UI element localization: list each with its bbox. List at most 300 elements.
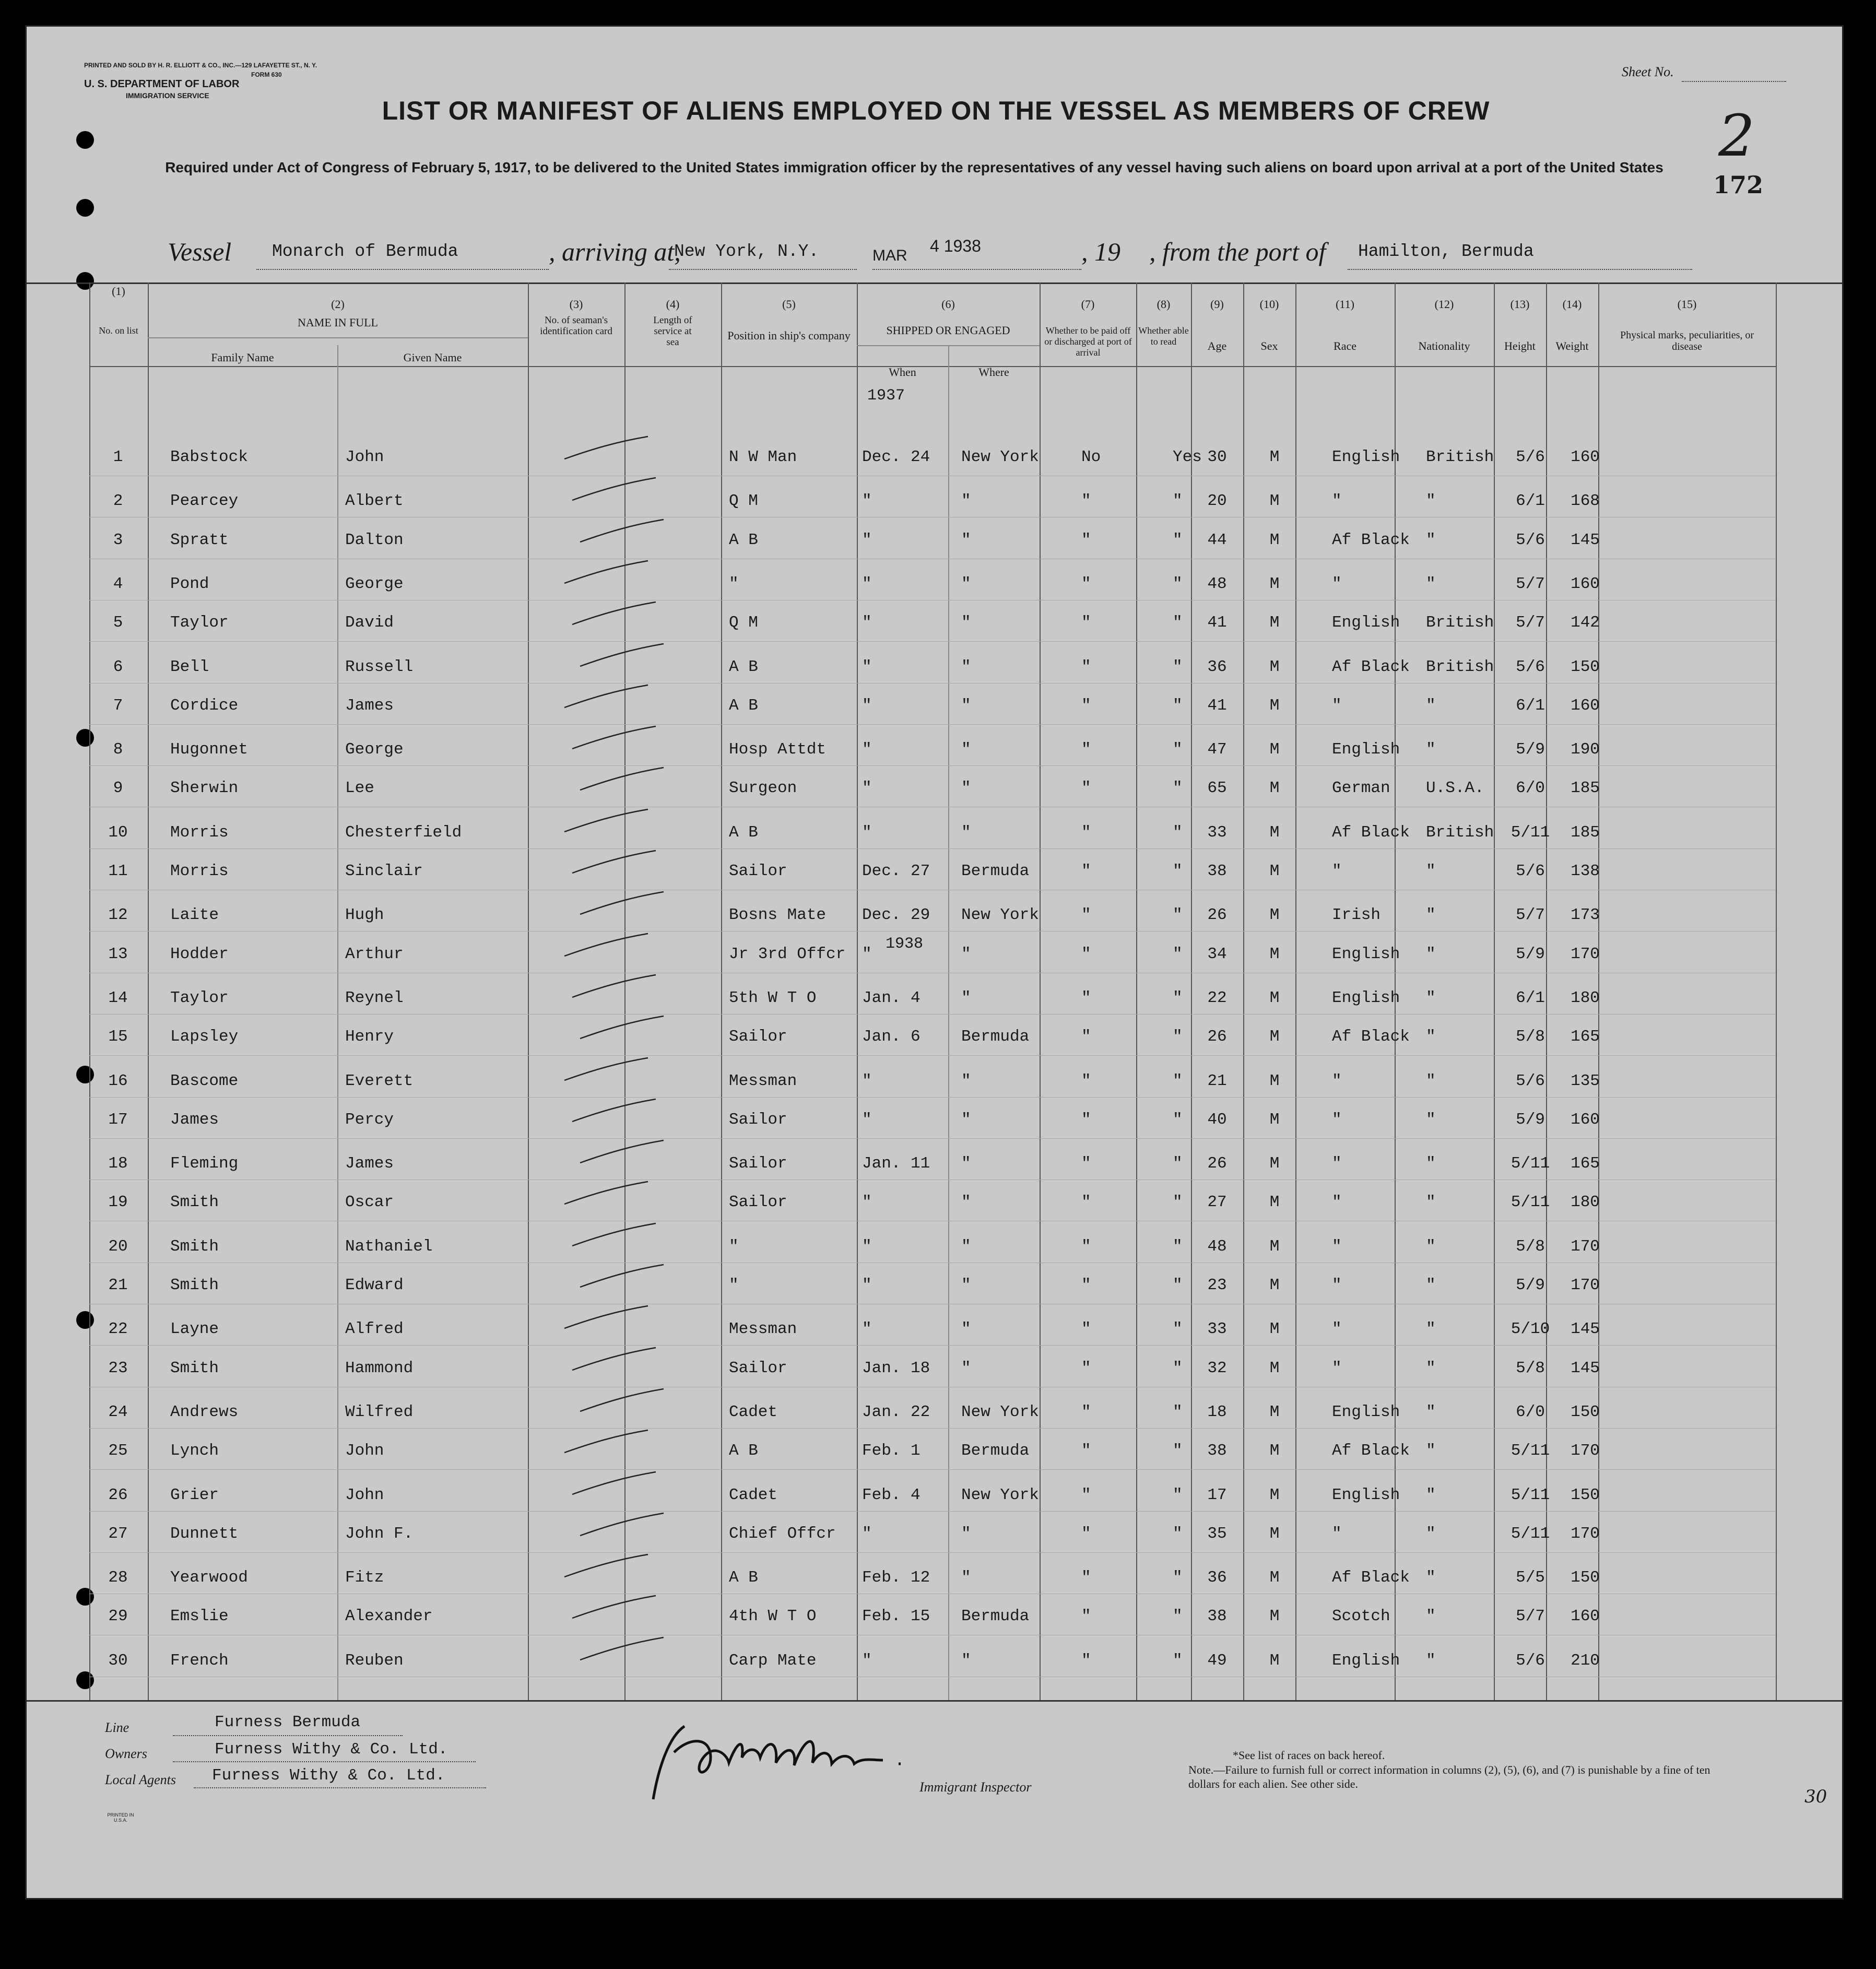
id-card-check-mark xyxy=(575,889,669,921)
given-name: Albert xyxy=(345,492,404,511)
age: 21 xyxy=(1207,1071,1227,1090)
position: Jr 3rd Offcr xyxy=(729,945,846,963)
height: 5/7 xyxy=(1516,1607,1545,1626)
family-name: Andrews xyxy=(170,1402,239,1421)
shipped-when: " xyxy=(862,1276,872,1294)
shipped-when: Feb. 1 xyxy=(862,1442,921,1460)
printed-mark: PRINTED IN U.S.A. xyxy=(107,1812,134,1823)
col-8-num: (8) xyxy=(1157,298,1171,311)
shipped-where: New York xyxy=(961,1485,1039,1504)
race: Scotch xyxy=(1332,1607,1390,1626)
position: " xyxy=(729,1237,739,1256)
col-11-num: (11) xyxy=(1336,298,1354,311)
punch-hole xyxy=(76,729,94,747)
race: English xyxy=(1332,1402,1400,1421)
given-name: Wilfred xyxy=(345,1402,414,1421)
shipped-when: Dec. 29 xyxy=(862,906,930,925)
agents-label: Local Agents xyxy=(105,1772,176,1787)
shipped-when: " xyxy=(862,779,872,798)
col-15-header: Physical marks, peculiarities, or disease xyxy=(1620,329,1754,352)
shipped-when: " xyxy=(862,1110,872,1129)
position: Cadet xyxy=(729,1485,778,1504)
paid-off: " xyxy=(1081,1607,1091,1626)
position: Sailor xyxy=(729,1028,787,1046)
able-to-read: " xyxy=(1173,945,1183,963)
family-name: Cordice xyxy=(170,696,239,715)
nationality: " xyxy=(1426,1110,1436,1129)
race: Af Black xyxy=(1332,657,1410,676)
id-card-check-mark xyxy=(559,807,653,838)
owners-label: Owners xyxy=(105,1746,147,1761)
able-to-read: " xyxy=(1173,988,1183,1007)
able-to-read: " xyxy=(1173,862,1183,880)
race: " xyxy=(1332,696,1342,715)
given-name: Nathaniel xyxy=(345,1237,433,1256)
sex: M xyxy=(1269,657,1280,676)
col-6-where-header: Where xyxy=(978,365,1009,379)
row-number: 25 xyxy=(108,1442,128,1460)
paid-off: No xyxy=(1081,448,1101,466)
age: 65 xyxy=(1207,779,1227,798)
given-name: Henry xyxy=(345,1028,394,1046)
row-number: 16 xyxy=(108,1071,128,1090)
family-name: Morris xyxy=(170,862,229,880)
family-name: Lapsley xyxy=(170,1028,239,1046)
col-7-num: (7) xyxy=(1081,298,1095,311)
shipped-when: Jan. 11 xyxy=(862,1154,930,1173)
shipped-where: Bermuda xyxy=(961,862,1030,880)
weight: 185 xyxy=(1571,779,1600,798)
id-card-check-mark xyxy=(567,1345,661,1376)
family-name: Smith xyxy=(170,1237,219,1256)
age: 36 xyxy=(1207,1569,1227,1587)
date-stamp-month: MAR xyxy=(872,247,907,264)
punch-hole xyxy=(76,1588,94,1606)
given-name: George xyxy=(345,574,404,593)
able-to-read: " xyxy=(1173,1110,1183,1129)
nationality: " xyxy=(1426,1569,1436,1587)
position: Carp Mate xyxy=(729,1651,817,1670)
weight: 145 xyxy=(1571,530,1600,549)
able-to-read: " xyxy=(1173,657,1183,676)
service-label: IMMIGRATION SERVICE xyxy=(126,91,209,100)
given-name: Everett xyxy=(345,1071,414,1090)
nationality: " xyxy=(1426,1028,1436,1046)
weight: 180 xyxy=(1571,988,1600,1007)
paid-off: " xyxy=(1081,1110,1091,1129)
page-title: LIST OR MANIFEST OF ALIENS EMPLOYED ON THE VESSEL AS MEMBERS OF CREW xyxy=(382,96,1490,125)
shipped-where: " xyxy=(961,574,971,593)
paid-off: " xyxy=(1081,740,1091,759)
able-to-read: " xyxy=(1173,1071,1183,1090)
shipped-where: " xyxy=(961,1110,971,1129)
family-name: Layne xyxy=(170,1320,219,1339)
id-card-check-mark xyxy=(567,972,661,1004)
paid-off: " xyxy=(1081,1276,1091,1294)
age: 33 xyxy=(1207,823,1227,842)
race: " xyxy=(1332,574,1342,593)
sex: M xyxy=(1269,945,1280,963)
sex: M xyxy=(1269,1485,1280,1504)
age: 48 xyxy=(1207,574,1227,593)
race: " xyxy=(1332,1110,1342,1129)
race: Af Black xyxy=(1332,1442,1410,1460)
nationality: " xyxy=(1426,696,1436,715)
weight: 173 xyxy=(1571,906,1600,925)
punch-hole xyxy=(76,199,94,217)
age: 41 xyxy=(1207,614,1227,632)
row-number: 10 xyxy=(108,823,128,842)
age: 18 xyxy=(1207,1402,1227,1421)
shipped-when: " xyxy=(862,1237,872,1256)
height: 5/11 xyxy=(1511,1154,1550,1173)
id-card-check-mark xyxy=(567,1096,661,1128)
given-name: Reynel xyxy=(345,988,404,1007)
col-13-num: (13) xyxy=(1510,298,1530,311)
form-number: FORM 630 xyxy=(251,71,282,78)
line-label: Line xyxy=(105,1720,129,1735)
position: Messman xyxy=(729,1071,797,1090)
shipped-where: New York xyxy=(961,448,1039,466)
shipped-where: " xyxy=(961,1276,971,1294)
family-name: Bascome xyxy=(170,1071,239,1090)
height: 5/11 xyxy=(1511,1193,1550,1212)
owners-value: Furness Withy & Co. Ltd. xyxy=(215,1740,448,1759)
family-name: Pond xyxy=(170,574,209,593)
col-2-header: NAME IN FULL xyxy=(298,316,378,329)
weight: 160 xyxy=(1571,448,1600,466)
count-mark: 30 xyxy=(1804,1786,1827,1807)
family-name: Bell xyxy=(170,657,209,676)
family-name: Taylor xyxy=(170,988,229,1007)
col-14-num: (14) xyxy=(1562,298,1582,311)
shipped-where: " xyxy=(961,1359,971,1377)
paid-off: " xyxy=(1081,1154,1091,1173)
id-card-check-mark xyxy=(559,1055,653,1087)
shipped-where: " xyxy=(961,696,971,715)
weight: 165 xyxy=(1571,1028,1600,1046)
col-3-header: No. of seaman's identification card xyxy=(540,315,612,337)
able-to-read: " xyxy=(1173,1524,1183,1543)
given-name: Alfred xyxy=(345,1320,404,1339)
able-to-read: " xyxy=(1173,1607,1183,1626)
punch-hole xyxy=(76,1311,94,1329)
nationality: " xyxy=(1426,945,1436,963)
height: 5/6 xyxy=(1516,1071,1545,1090)
agents-value: Furness Withy & Co. Ltd. xyxy=(212,1766,445,1785)
shipped-where: " xyxy=(961,779,971,798)
position: " xyxy=(729,574,739,593)
family-name: French xyxy=(170,1651,229,1670)
shipped-when: " xyxy=(862,1320,872,1339)
nationality: " xyxy=(1426,1276,1436,1294)
age: 26 xyxy=(1207,1028,1227,1046)
height: 5/8 xyxy=(1516,1359,1545,1377)
race: Af Black xyxy=(1332,1028,1410,1046)
col-11-header: Race xyxy=(1334,339,1356,352)
shipped-when: " xyxy=(862,1193,872,1212)
sex: M xyxy=(1269,574,1280,593)
nationality: " xyxy=(1426,1442,1436,1460)
col-14-header: Weight xyxy=(1555,339,1589,352)
col-4-num: (4) xyxy=(666,298,680,311)
department-label: U. S. DEPARTMENT OF LABOR xyxy=(84,78,240,90)
paid-off: " xyxy=(1081,1237,1091,1256)
row-number: 21 xyxy=(108,1276,128,1294)
position: Sailor xyxy=(729,1110,787,1129)
id-card-check-mark xyxy=(575,1635,669,1666)
col-6-when-header: When xyxy=(889,365,916,379)
position: A B xyxy=(729,1442,758,1460)
punch-hole xyxy=(76,1671,94,1689)
given-name: George xyxy=(345,740,404,759)
id-card-check-mark xyxy=(575,517,669,548)
race: " xyxy=(1332,1237,1342,1256)
punch-hole xyxy=(76,131,94,149)
col-8-header: Whether able to read xyxy=(1138,325,1189,347)
sex: M xyxy=(1269,1154,1280,1173)
race: English xyxy=(1332,1651,1400,1670)
printer-imprint: PRINTED AND SOLD BY H. R. ELLIOTT & CO., INC.—129 LAFAYETTE ST., N. Y. xyxy=(84,62,317,69)
shipped-when: Jan. 22 xyxy=(862,1402,930,1421)
row-number: 4 xyxy=(113,574,123,593)
sex: M xyxy=(1269,696,1280,715)
able-to-read: " xyxy=(1173,740,1183,759)
weight: 170 xyxy=(1571,1442,1600,1460)
given-name: Fitz xyxy=(345,1569,384,1587)
weight: 145 xyxy=(1571,1359,1600,1377)
able-to-read: " xyxy=(1173,614,1183,632)
height: 5/6 xyxy=(1516,530,1545,549)
age: 36 xyxy=(1207,657,1227,676)
id-card-check-mark xyxy=(559,1428,653,1459)
race: " xyxy=(1332,1524,1342,1543)
age: 22 xyxy=(1207,988,1227,1007)
row-number: 11 xyxy=(108,862,128,880)
id-card-check-mark xyxy=(567,1593,661,1624)
sex: M xyxy=(1269,1320,1280,1339)
nationality: " xyxy=(1426,1359,1436,1377)
height: 6/1 xyxy=(1516,492,1545,511)
id-card-check-mark xyxy=(575,641,669,673)
nationality: British xyxy=(1426,614,1494,632)
nationality: " xyxy=(1426,1193,1436,1212)
age: 49 xyxy=(1207,1651,1227,1670)
page-number: 172 xyxy=(1713,171,1764,199)
sex: M xyxy=(1269,448,1280,466)
sex: M xyxy=(1269,1193,1280,1212)
age: 17 xyxy=(1207,1485,1227,1504)
height: 5/6 xyxy=(1516,862,1545,880)
height: 5/11 xyxy=(1511,1485,1550,1504)
family-name: Taylor xyxy=(170,614,229,632)
position: Chief Offcr xyxy=(729,1524,836,1543)
paid-off: " xyxy=(1081,1028,1091,1046)
able-to-read: " xyxy=(1173,1154,1183,1173)
nationality: " xyxy=(1426,492,1436,511)
given-name: Lee xyxy=(345,779,374,798)
position: Cadet xyxy=(729,1402,778,1421)
able-to-read: " xyxy=(1173,1442,1183,1460)
height: 5/7 xyxy=(1516,614,1545,632)
sex: M xyxy=(1269,1359,1280,1377)
position: 4th W T O xyxy=(729,1607,817,1626)
shipped-when: " xyxy=(862,1651,872,1670)
sex: M xyxy=(1269,1071,1280,1090)
row-number: 23 xyxy=(108,1359,128,1377)
weight: 150 xyxy=(1571,1402,1600,1421)
nationality: " xyxy=(1426,1402,1436,1421)
sex: M xyxy=(1269,1028,1280,1046)
paid-off: " xyxy=(1081,1485,1091,1504)
weight: 150 xyxy=(1571,1569,1600,1587)
punch-hole xyxy=(76,1066,94,1083)
paid-off: " xyxy=(1081,1651,1091,1670)
race: " xyxy=(1332,492,1342,511)
shipped-where: Bermuda xyxy=(961,1607,1030,1626)
col-1-num: (1) xyxy=(112,285,125,298)
row-number: 28 xyxy=(108,1569,128,1587)
id-card-check-mark xyxy=(567,1469,661,1501)
from-port-label: , from the port of xyxy=(1149,237,1326,266)
nationality: " xyxy=(1426,906,1436,925)
paid-off: " xyxy=(1081,823,1091,842)
paid-off: " xyxy=(1081,988,1091,1007)
id-card-check-mark xyxy=(567,848,661,879)
age: 48 xyxy=(1207,1237,1227,1256)
able-to-read: " xyxy=(1173,779,1183,798)
position: N W Man xyxy=(729,448,797,466)
shipped-when: " xyxy=(862,492,872,511)
shipped-when: " xyxy=(862,823,872,842)
able-to-read: " xyxy=(1173,1359,1183,1377)
given-name: John xyxy=(345,1485,384,1504)
row-number: 5 xyxy=(113,614,123,632)
sex: M xyxy=(1269,1276,1280,1294)
age: 20 xyxy=(1207,492,1227,511)
row-number: 8 xyxy=(113,740,123,759)
sex: M xyxy=(1269,1402,1280,1421)
shipped-when: " xyxy=(862,614,872,632)
age: 30 xyxy=(1207,448,1227,466)
sex: M xyxy=(1269,1237,1280,1256)
shipped-where: Bermuda xyxy=(961,1028,1030,1046)
nationality: " xyxy=(1426,1651,1436,1670)
row-number: 9 xyxy=(113,779,123,798)
able-to-read: " xyxy=(1173,1193,1183,1212)
col-9-num: (9) xyxy=(1210,298,1224,311)
height: 5/8 xyxy=(1516,1028,1545,1046)
given-name: James xyxy=(345,696,394,715)
col-2-family-header: Family Name xyxy=(211,351,274,364)
row-number: 1 xyxy=(113,448,123,466)
paid-off: " xyxy=(1081,1569,1091,1587)
shipped-where: " xyxy=(961,823,971,842)
position: 5th W T O xyxy=(729,988,817,1007)
family-name: Pearcey xyxy=(170,492,239,511)
family-name: Grier xyxy=(170,1485,219,1504)
weight: 160 xyxy=(1571,696,1600,715)
family-name: Laite xyxy=(170,906,219,925)
race: " xyxy=(1332,1276,1342,1294)
given-name: John F. xyxy=(345,1524,414,1543)
shipped-when: " xyxy=(862,657,872,676)
col-1-header: No. on list xyxy=(99,325,138,336)
shipped-when: " xyxy=(862,574,872,593)
family-name: Hodder xyxy=(170,945,229,963)
row-number: 17 xyxy=(108,1110,128,1129)
height: 5/9 xyxy=(1516,945,1545,963)
given-name: James xyxy=(345,1154,394,1173)
family-name: Babstock xyxy=(170,448,248,466)
race: Irish xyxy=(1332,906,1381,925)
weight: 142 xyxy=(1571,614,1600,632)
id-card-check-mark xyxy=(559,1552,653,1583)
sex: M xyxy=(1269,740,1280,759)
paid-off: " xyxy=(1081,906,1091,925)
race: English xyxy=(1332,988,1400,1007)
weight: 160 xyxy=(1571,1607,1600,1626)
able-to-read: Yes xyxy=(1173,448,1202,466)
race: " xyxy=(1332,1071,1342,1090)
col-10-num: (10) xyxy=(1259,298,1279,311)
paid-off: " xyxy=(1081,1320,1091,1339)
given-name: Hugh xyxy=(345,906,384,925)
id-card-check-mark xyxy=(575,1013,669,1045)
id-card-check-mark xyxy=(559,558,653,589)
position: Sailor xyxy=(729,1154,787,1173)
row-number: 15 xyxy=(108,1028,128,1046)
page-subtitle: Required under Act of Congress of February 5, 1917, to be delivered to the United States immigration officer by the representatives of any vessel having such aliens on board upon arrival at a port of the United States xyxy=(165,159,1663,175)
weight: 170 xyxy=(1571,1524,1600,1543)
height: 6/1 xyxy=(1516,988,1545,1007)
col-12-num: (12) xyxy=(1434,298,1454,311)
paid-off: " xyxy=(1081,574,1091,593)
age: 38 xyxy=(1207,1442,1227,1460)
shipped-where: New York xyxy=(961,906,1039,925)
height: 5/11 xyxy=(1511,823,1550,842)
arriving-label: , arriving at, xyxy=(549,237,681,266)
sex: M xyxy=(1269,862,1280,880)
shipped-where: " xyxy=(961,492,971,511)
given-name: Chesterfield xyxy=(345,823,462,842)
id-card-check-mark xyxy=(559,434,653,465)
able-to-read: " xyxy=(1173,696,1183,715)
id-card-check-mark xyxy=(575,765,669,796)
sheet-number: 2 xyxy=(1718,102,1755,169)
weight: 170 xyxy=(1571,945,1600,963)
row-number: 14 xyxy=(108,988,128,1007)
position: " xyxy=(729,1276,739,1294)
paid-off: " xyxy=(1081,862,1091,880)
paid-off: " xyxy=(1081,1442,1091,1460)
position: Q M xyxy=(729,492,758,511)
given-name: Oscar xyxy=(345,1193,394,1212)
able-to-read: " xyxy=(1173,1651,1183,1670)
family-name: Sherwin xyxy=(170,779,239,798)
age: 38 xyxy=(1207,1607,1227,1626)
shipped-when: Feb. 15 xyxy=(862,1607,930,1626)
given-name: Russell xyxy=(345,657,414,676)
row-number: 20 xyxy=(108,1237,128,1256)
shipped-where: " xyxy=(961,1651,971,1670)
race: Af Black xyxy=(1332,823,1410,842)
shipped-when: Feb. 12 xyxy=(862,1569,930,1587)
nationality: U.S.A. xyxy=(1426,779,1484,798)
sheet-no-label: Sheet No. xyxy=(1622,64,1674,79)
weight: 180 xyxy=(1571,1193,1600,1212)
height: 6/0 xyxy=(1516,1402,1545,1421)
